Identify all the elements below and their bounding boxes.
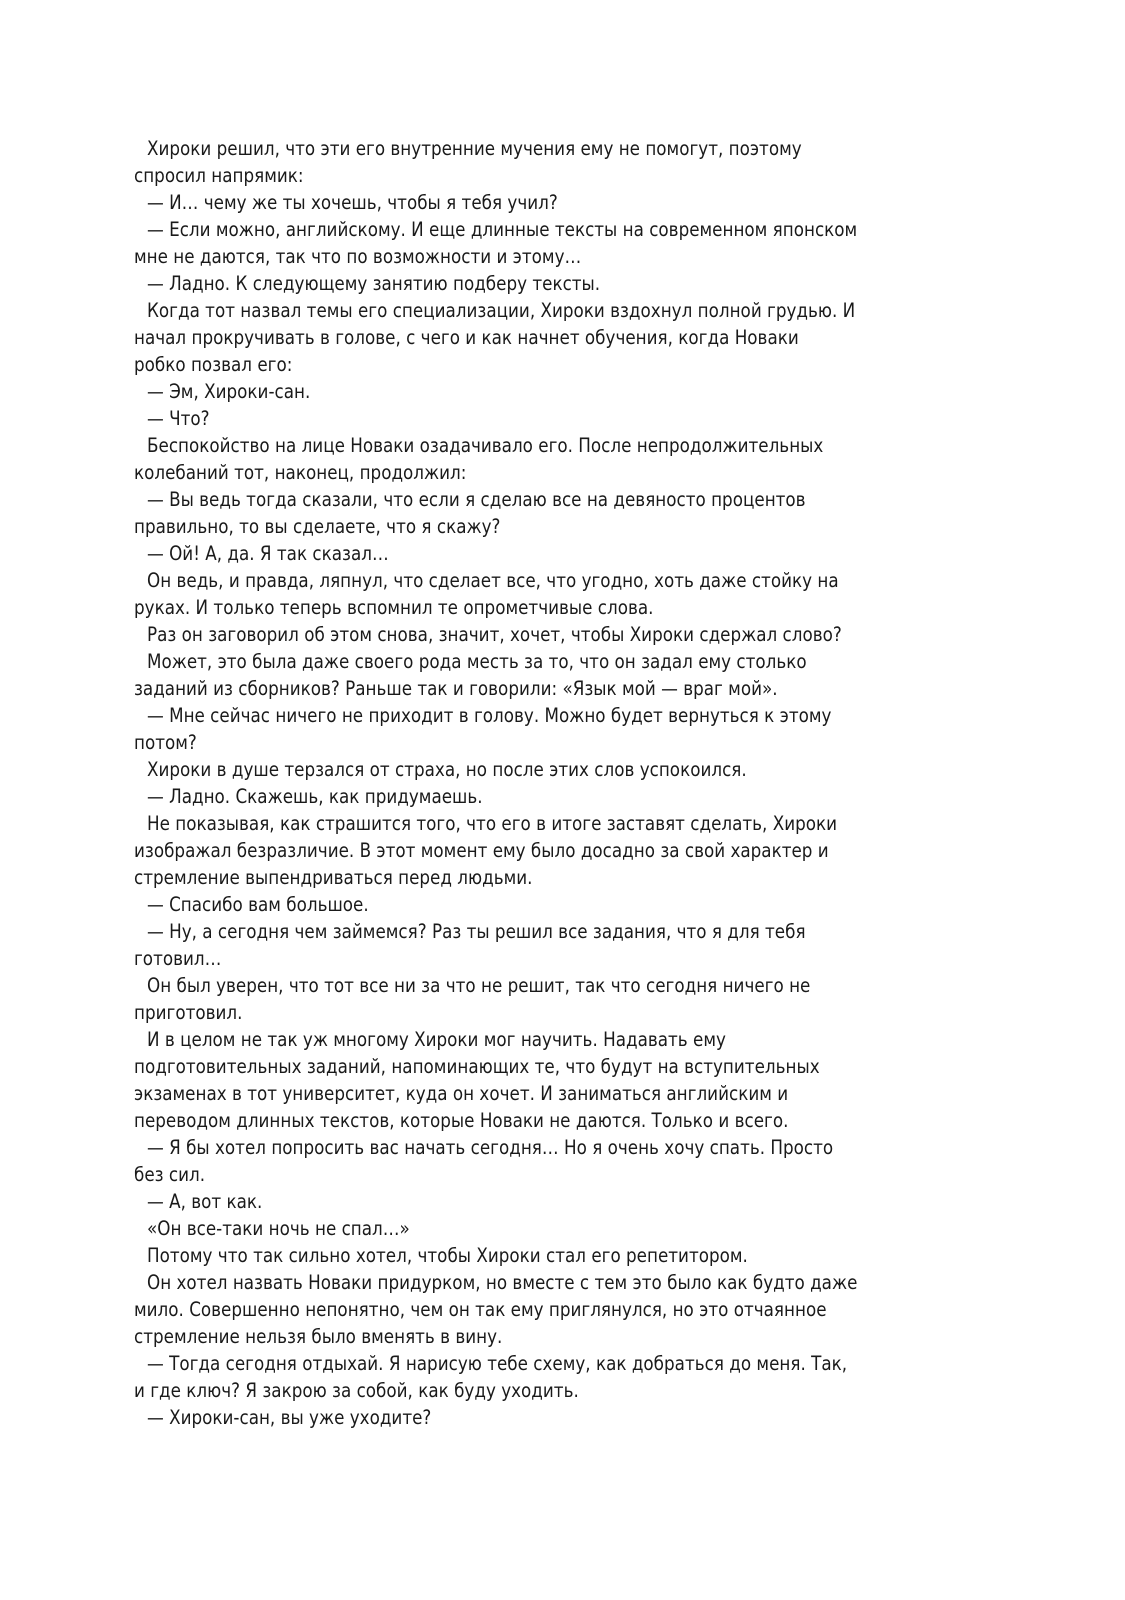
paragraph xyxy=(134,1134,994,1188)
paragraph xyxy=(134,1404,994,1431)
text-line: И в целом не так уж многому Хироки мог научить. Надавать ему xyxy=(147,1028,726,1051)
text-line: Хироки в душе терзался от страха, но после этих слов успокоился. xyxy=(147,758,747,781)
paragraph xyxy=(134,1242,994,1269)
text-line: — И… чему же ты хочешь, чтобы я тебя учил? xyxy=(147,191,558,214)
paragraph xyxy=(134,783,994,810)
text-line: начал прокручивать в голове, с чего и как начнет обучения, когда Новаки xyxy=(134,326,799,349)
paragraph xyxy=(134,135,994,189)
paragraph xyxy=(134,567,994,621)
paragraph xyxy=(134,891,994,918)
text-line: — Тогда сегодня отдыхай. Я нарисую тебе схему, как добраться до меня. Так, xyxy=(147,1352,848,1375)
text-line: правильно, то вы сделаете, что я скажу? xyxy=(134,515,501,538)
text-line: изображал безразличие. В этот момент ему было досадно за свой характер и xyxy=(134,839,829,862)
paragraph xyxy=(134,486,994,540)
text-line: стремление нельзя было вменять в вину. xyxy=(134,1325,503,1348)
paragraph xyxy=(134,918,994,972)
text-line: Раз он заговорил об этом снова, значит, хочет, чтобы Хироки сдержал слово? xyxy=(147,623,842,646)
text-line: — Хироки-сан, вы уже уходите? xyxy=(147,1406,432,1429)
text-line: — Спасибо вам большое. xyxy=(147,893,369,916)
text-line: робко позвал его: xyxy=(134,353,293,376)
text-line: — Ладно. К следующему занятию подберу тексты. xyxy=(147,272,601,295)
text-line: без сил. xyxy=(134,1163,206,1186)
text-line: переводом длинных текстов, которые Новаки не даются. Только и всего. xyxy=(134,1109,789,1132)
text-line: Может, это была даже своего рода месть за то, что он задал ему столько xyxy=(147,650,807,673)
text-line: «Он все-таки ночь не спал…» xyxy=(147,1217,410,1240)
text-line: — Эм, Хироки-сан. xyxy=(147,380,311,403)
text-line: — Ладно. Скажешь, как придумаешь. xyxy=(147,785,483,808)
text-line: и где ключ? Я закрою за собой, как буду уходить. xyxy=(134,1379,579,1402)
text-line: Когда тот назвал темы его специализации, Хироки вздохнул полной грудью. И xyxy=(147,299,856,322)
paragraph xyxy=(134,1215,994,1242)
text-line: подготовительных заданий, напоминающих те, что будут на вступительных xyxy=(134,1055,820,1078)
text-line: заданий из сборников? Раньше так и говорили: «Язык мой — враг мой». xyxy=(134,677,778,700)
text-line: готовил… xyxy=(134,947,222,970)
text-line: мне не даются, так что по возможности и этому… xyxy=(134,245,582,268)
text-line: — Что? xyxy=(147,407,210,430)
paragraph xyxy=(134,432,994,486)
text-line: мило. Совершенно непонятно, чем он так ему приглянулся, но это отчаянное xyxy=(134,1298,827,1321)
text-line: Он хотел назвать Новаки придурком, но вместе с тем это было как будто даже xyxy=(147,1271,858,1294)
text-line: Он был уверен, что тот все ни за что не решит, так что сегодня ничего не xyxy=(147,974,811,997)
document-page xyxy=(134,135,994,1431)
text-line: спросил напрямик: xyxy=(134,164,304,187)
paragraph xyxy=(134,621,994,648)
paragraph xyxy=(134,810,994,891)
text-line: стремление выпендриваться перед людьми. xyxy=(134,866,533,889)
text-line: Он ведь, и правда, ляпнул, что сделает все, что угодно, хоть даже стойку на xyxy=(147,569,839,592)
paragraph xyxy=(134,405,994,432)
paragraph xyxy=(134,540,994,567)
text-line: — Ой! А, да. Я так сказал… xyxy=(147,542,389,565)
paragraph xyxy=(134,756,994,783)
text-line: — Если можно, английскому. И еще длинные тексты на современном японском xyxy=(147,218,858,241)
text-line: потом? xyxy=(134,731,197,754)
paragraph xyxy=(134,702,994,756)
text-line: — Мне сейчас ничего не приходит в голову. Можно будет вернуться к этому xyxy=(147,704,832,727)
paragraph xyxy=(134,1188,994,1215)
text-line: экзаменах в тот университет, куда он хочет. И заниматься английским и xyxy=(134,1082,789,1105)
paragraph xyxy=(134,1269,994,1350)
text-line: — Я бы хотел попросить вас начать сегодня… Но я очень хочу спать. Просто xyxy=(147,1136,834,1159)
text-line: Не показывая, как страшится того, что его в итоге заставят сделать, Хироки xyxy=(147,812,838,835)
paragraph xyxy=(134,1026,994,1134)
paragraph xyxy=(134,297,994,378)
paragraph xyxy=(134,378,994,405)
text-line: — А, вот как. xyxy=(147,1190,263,1213)
text-line: руках. И только теперь вспомнил те опрометчивые слова. xyxy=(134,596,654,619)
text-line: — Вы ведь тогда сказали, что если я сделаю все на девяносто процентов xyxy=(147,488,806,511)
paragraph xyxy=(134,1350,994,1404)
paragraph xyxy=(134,972,994,1026)
paragraph xyxy=(134,270,994,297)
paragraph xyxy=(134,648,994,702)
paragraph xyxy=(134,216,994,270)
paragraph xyxy=(134,189,994,216)
text-line: приготовил. xyxy=(134,1001,243,1024)
text-line: Беспокойство на лице Новаки озадачивало его. После непродолжительных xyxy=(147,434,824,457)
text-line: Потому что так сильно хотел, чтобы Хироки стал его репетитором. xyxy=(147,1244,748,1267)
text-line: — Ну, а сегодня чем займемся? Раз ты решил все задания, что я для тебя xyxy=(147,920,806,943)
text-line: колебаний тот, наконец, продолжил: xyxy=(134,461,467,484)
text-line: Хироки решил, что эти его внутренние мучения ему не помогут, поэтому xyxy=(147,137,802,160)
